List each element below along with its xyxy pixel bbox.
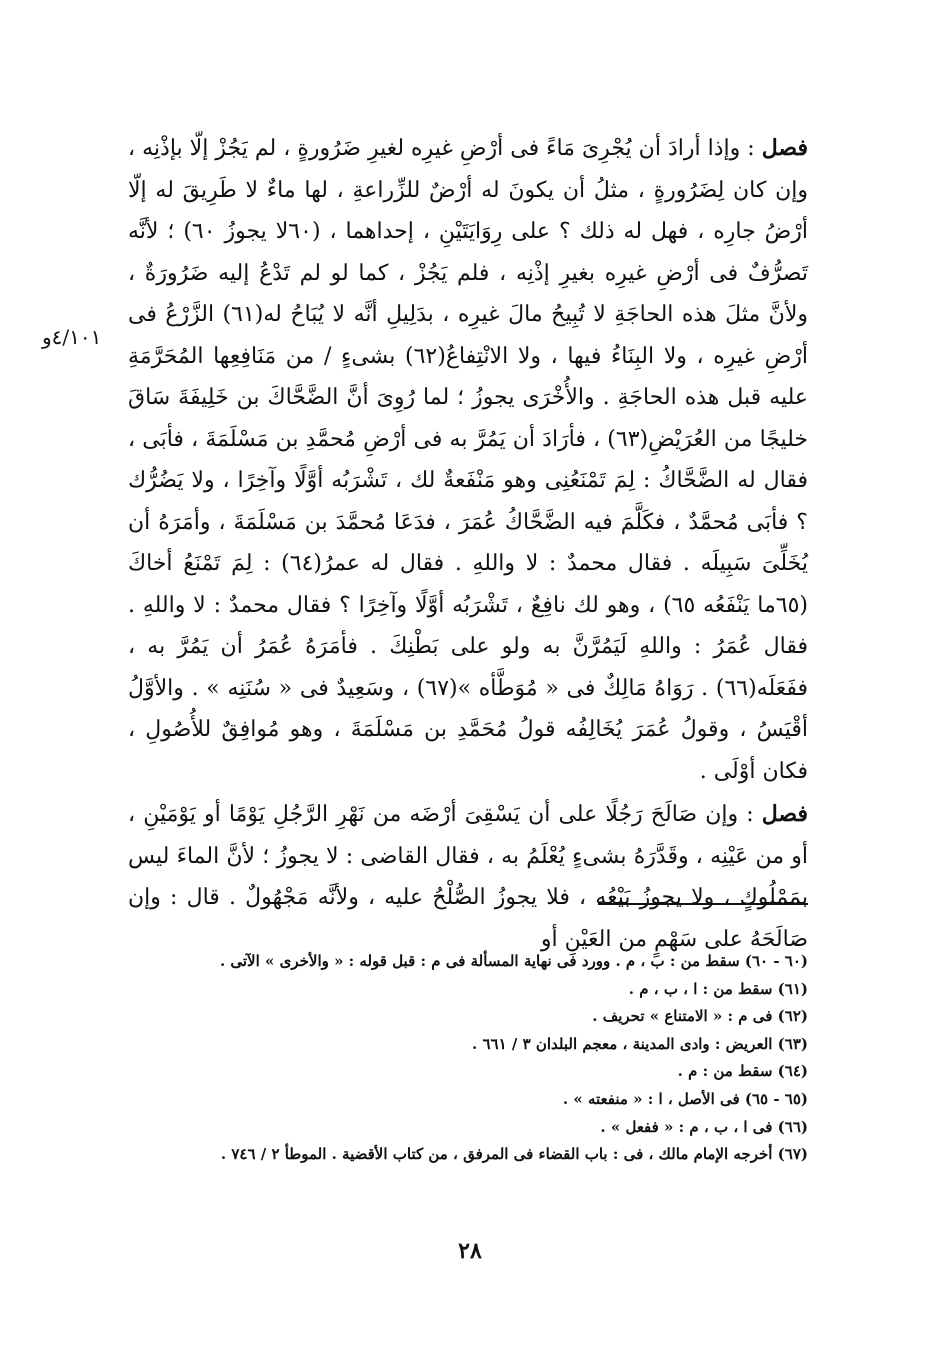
footnote: (٦٧) أخرجه الإمام مالك ، فى : باب القضاء فى المرفق ، من كتاب الأقضية . الموطأ ٢ / ٧٤٦ . [220,1145,808,1164]
footnote-separator [598,903,808,905]
footnote: (٦١) سقط من : ا ، ب ، م . [628,979,808,998]
footnotes-list [128,948,808,1169]
paragraph-text: : وإذا أرادَ أن يُجْرِىَ مَاءً فى أرْضِ غيرِه لغيرِ ضَرُورةٍ ، لم يَجُزْ إلّا بإذْنِه ، وإن كان لِضَرُورةٍ ، مثلُ أن يكونَ له أرْضٌ للزِّراعةِ ، لها ماءٌ لا طَرِيقَ له إلّا أرْضُ جارِه ، فهل له ذلك ؟ على رِوَايَتَيْنِ ، إحداهما ، (٦٠لا يجوزُ ٦٠) ؛ لأنَّه تَصرُّفٌ فى أرْضِ غيرِه بغيرِ إذْنِه ، فلم يَجُزْ ، كما لو لم تَدْعُ إليه ضَرُورَةٌ ، ولأنَّ مثلَ هذه الحاجَةِ لا تُبِيحُ مالَ غيرِه ، بدَلِيلِ أنَّه لا يُبَاحُ له(٦١) الزَّرْعُ فى أرْضِ غيرِه ، ولا البِنَاءُ فيها ، ولا الانْتِفاعُ(٦٢) بشىءٍ / من مَنَافِعِها المُحَرَّمَةِ عليه قبل هذه الحاجَةِ . والأُخْرَى يجوزُ ؛ لما رُوِىَ أنَّ الضَّحَّاكَ بن خَلِيفَةَ سَاقَ خليجًا من العُرَيْضِ(٦٣) ، فأرَادَ أن يَمُرَّ به فى أرْضِ مُحمَّدِ بن مَسْلَمَةَ ، فأبَى ، فقال له الضَّحَّاكُ : لِمَ تَمْنَعُنِى وهو مَنْفَعةٌ لك ، تَشْرَبُه أوَّلًا وآخِرًا ، ولا يَضُرُّك ؟ فأبَى مُحمَّدٌ ، فكَلَّمَ فيه الضَّحَّاكُ عُمَرَ ، فدَعَا مُحمَّدَ بن مَسْلَمَةَ ، وأمَرَهُ أن يُخَلِّىَ سَبِيلَه . فقال محمدٌ : لا واللهِ . فقال له عمرُ(٦٤) : لِمَ تَمْنَعُ أخاكَ (٦٥ما يَنْفَعُه ٦٥) ، وهو لك نافِعٌ ، تَشْرَبُه أوَّلًا وآخِرًا ؟ فقال محمدٌ : لا واللهِ . فقال عُمَرُ : واللهِ لَيَمُرَّنَّ به ولو على بَطْنِكَ . فأمَرَهُ عُمَرُ أن يَمُرَّ به ، ففَعَلَه(٦٦) . رَوَاهُ مَالِكٌ فى « مُوَطَّأه »(٦٧) ، وسَعِيدٌ فى « سُنَنِه » . والأوَّلُ أقْيَسُ ، وقولُ عُمَرَ يُخَالِفُه قولُ مُحَمَّدِ بن مَسْلَمَةَ ، وهو مُوافِقٌ للأُصُولِ ، فكان أوْلَى . [128,136,809,784]
footnote: (٦٥ - ٦٥) فى الأصل ، ا : « منفعته » . [562,1089,808,1108]
main-text [128,128,808,960]
footnote: (٦٤) سقط من : م . [677,1062,808,1081]
footnote: (٦٣) العريض : وادى المدينة ، معجم البلدان ٣ / ٦٦١ . [472,1034,808,1053]
paragraph-text: : وإن صَالَحَ رَجُلًا على أن يَسْقِىَ أرْضَه من نَهْرِ الرَّجُلِ يَوْمًا أو يَوْمَيْنِ ، أو من عَيْنِه ، وقَدَّرَهُ بشىءٍ يُعْلَمُ به ، فقال القاضى : لا يجوزُ ؛ لأنَّ الماءَ ليس بمَمْلُوكٍ ، ولا يجوزُ بَيْعُه ، فلا يجوزُ الصُّلْحُ عليه ، ولأنَّه مَجْهُولٌ . قال : وإن صَالَحَهُ على سَهْمٍ من العَيْنِ أو [128,802,808,952]
paragraph [128,794,808,960]
section-label: فصل [761,135,808,161]
section-label: فصل [761,801,808,827]
page-number: ٢٨ [458,1238,482,1264]
paragraph [128,128,808,792]
footnote: (٦٦) فى ا ، ب ، م : « ففعل » . [600,1117,808,1136]
footnote: (٦٠ - ٦٠) سقط من : ب ، م . وورد فى نهاية المسألة فى م : قبل قوله : « والأخرى » الآتى . [219,952,808,970]
manuscript-folio-reference: ٤/١٠١و [42,325,102,349]
footnote: (٦٢) فى م : « الامتناع » تحريف . [592,1007,808,1026]
